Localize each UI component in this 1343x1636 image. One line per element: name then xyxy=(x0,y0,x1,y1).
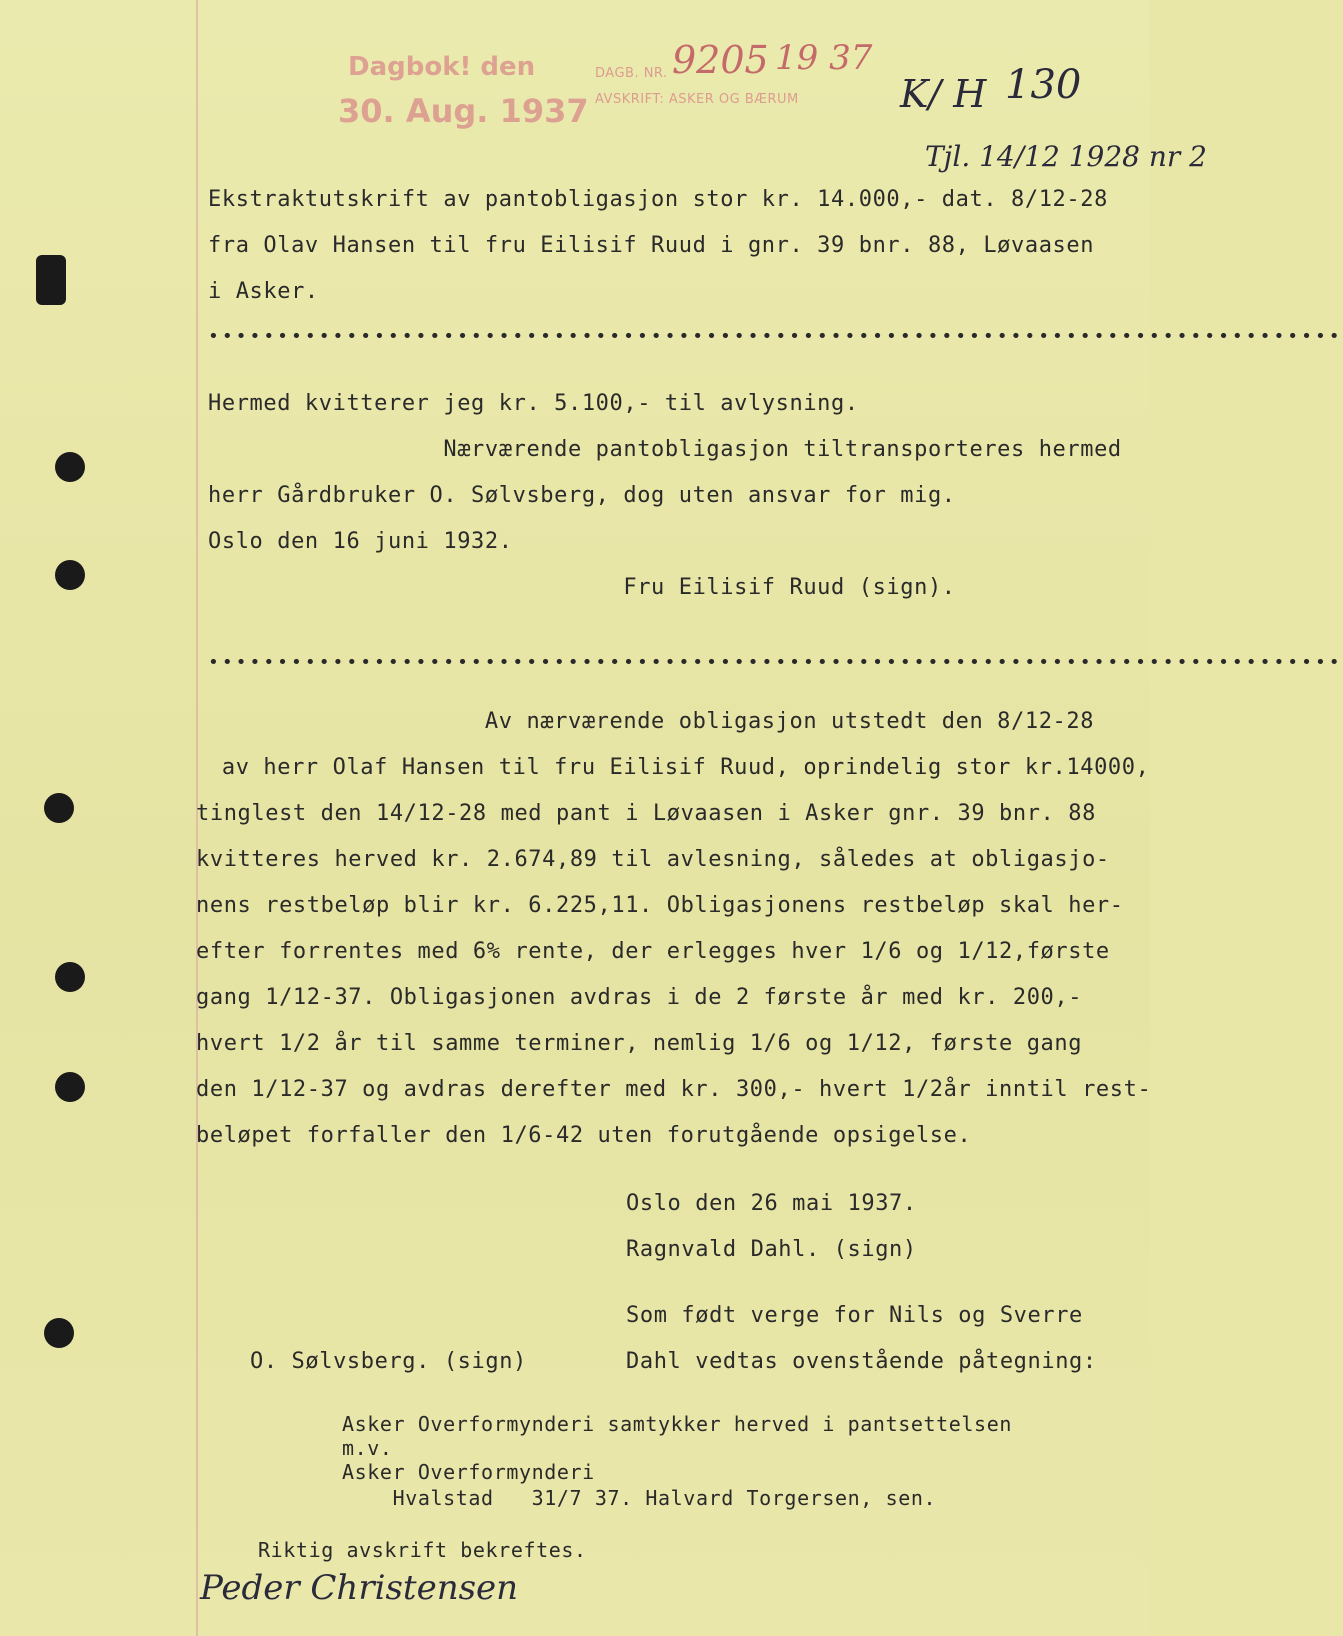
binder-hole xyxy=(55,452,85,482)
certification-signature: Peder Christensen xyxy=(200,1568,519,1608)
text-line: tinglest den 14/12-28 med pant i Løvaasen i Asker gnr. 39 bnr. 88 xyxy=(196,801,1096,826)
overformynderi-line: m.v. xyxy=(342,1436,393,1460)
annotation-reference: Tjl. 14/12 1928 nr 2 xyxy=(925,140,1207,173)
header-line: Ekstraktutskrift av pantobligasjon stor kr. 14.000,- dat. 8/12-28 xyxy=(208,187,1108,212)
avskrift-stamp: AVSKRIFT: ASKER OG BÆRUM xyxy=(595,92,799,107)
overformynderi-line: Asker Overformynderi xyxy=(342,1460,595,1484)
annotation-number: 130 xyxy=(1005,62,1082,108)
solvsberg-signature: O. Sølvsberg. (sign) xyxy=(250,1349,527,1374)
text-line: Oslo den 16 juni 1932. xyxy=(208,529,513,554)
verge-line: Dahl vedtas ovenstående påtegning: xyxy=(626,1349,1097,1374)
dagb-nr-year: 19 37 xyxy=(775,38,873,78)
dotted-separator: •••••••••••••••••••••••••••••••••••••••••••••••••••••••••••••••••••••••••••••••••• xyxy=(208,326,1343,347)
annotation-initials: K/ H xyxy=(900,72,987,116)
text-line: gang 1/12-37. Obligasjonen avdras i de 2 første år med kr. 200,- xyxy=(196,985,1083,1010)
binder-hole xyxy=(55,962,85,992)
text-line: hvert 1/2 år til samme terminer, nemlig 1/6 og 1/12, første gang xyxy=(196,1031,1083,1056)
text-line: Nærværende pantobligasjon tiltransporteres hermed xyxy=(208,437,1122,462)
text-line: den 1/12-37 og avdras derefter med kr. 300,- hvert 1/2år inntil rest- xyxy=(196,1077,1152,1102)
dagbok-stamp-label: Dagbok! den xyxy=(348,52,536,82)
overformynderi-line: Hvalstad 31/7 37. Halvard Torgersen, sen. xyxy=(342,1486,937,1510)
signature-name: Ragnvald Dahl. (sign) xyxy=(626,1237,917,1262)
signature-place-date: Oslo den 26 mai 1937. xyxy=(626,1191,917,1216)
header-line: i Asker. xyxy=(208,279,319,304)
binder-hole xyxy=(55,560,85,590)
text-line: Fru Eilisif Ruud (sign). xyxy=(208,575,956,600)
verge-line: Som født verge for Nils og Sverre xyxy=(626,1303,1083,1328)
dotted-separator: •••••••••••••••••••••••••••••••••••••••••••••••••••••••••••••••••••••••••••••••••• xyxy=(208,652,1343,673)
text-line: Av nærværende obligasjon utstedt den 8/12-28 xyxy=(208,709,1095,734)
binder-hole xyxy=(44,1318,74,1348)
certification-text: Riktig avskrift bekreftes. xyxy=(258,1538,587,1562)
text-line: beløpet forfaller den 1/6-42 uten forutgående opsigelse. xyxy=(196,1123,972,1148)
dagbok-stamp-date: 30. Aug. 1937 xyxy=(338,92,589,130)
text-line: herr Gårdbruker O. Sølvsberg, dog uten ansvar for mig. xyxy=(208,483,956,508)
text-line: kvitteres herved kr. 2.674,89 til avlesning, således at obligasjo- xyxy=(196,847,1110,872)
dagb-nr-label: DAGB. NR. xyxy=(595,66,668,81)
text-line: nens restbeløp blir kr. 6.225,11. Obligasjonens restbeløp skal her- xyxy=(196,893,1124,918)
binder-hole xyxy=(55,1072,85,1102)
text-line: efter forrentes med 6% rente, der erlegges hver 1/6 og 1/12,første xyxy=(196,939,1110,964)
text-line: Hermed kvitterer jeg kr. 5.100,- til avlysning. xyxy=(208,391,859,416)
binder-hole xyxy=(44,793,74,823)
header-line: fra Olav Hansen til fru Eilisif Ruud i gnr. 39 bnr. 88, Løvaasen xyxy=(208,233,1095,258)
text-line: av herr Olaf Hansen til fru Eilisif Ruud, oprindelig stor kr.14000, xyxy=(208,755,1150,780)
overformynderi-line: Asker Overformynderi samtykker herved i pantsettelsen xyxy=(342,1412,1012,1436)
dagb-nr-number: 9205 xyxy=(672,38,769,82)
binder-tab xyxy=(36,255,66,305)
